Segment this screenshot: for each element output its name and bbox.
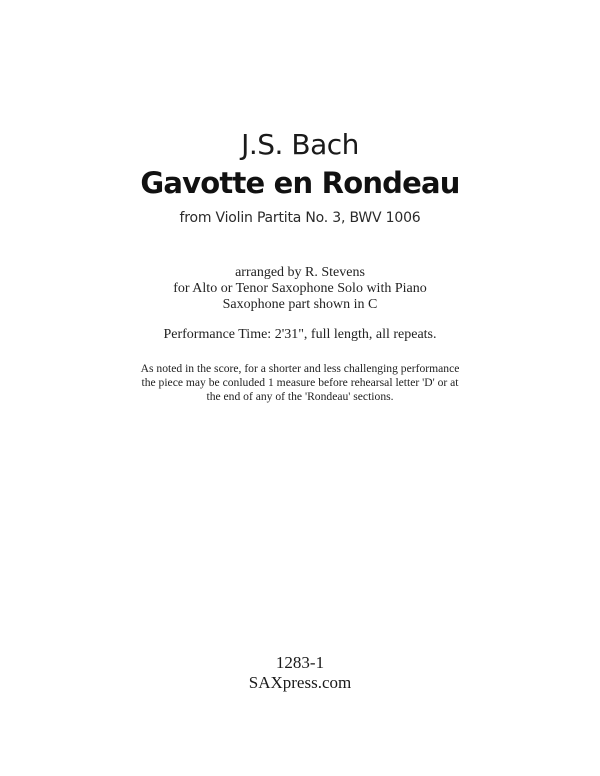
note-line: the piece may be conluded 1 measure before rehearsal letter 'D' or at bbox=[141, 376, 459, 389]
arranger-line: arranged by R. Stevens bbox=[235, 265, 365, 280]
instrumentation-line: for Alto or Tenor Saxophone Solo with Piano bbox=[173, 281, 427, 296]
catalog-number: 1283-1 bbox=[275, 653, 325, 672]
source-work: from Violin Partita No. 3, BWV 1006 bbox=[179, 210, 421, 226]
piece-title: Gavotte en Rondeau bbox=[140, 166, 460, 200]
performance-time: Performance Time: 2'31", full length, all repeats. bbox=[163, 327, 437, 342]
transposition-line: Saxophone part shown in C bbox=[222, 297, 378, 312]
composer-name: J.S. Bach bbox=[241, 128, 359, 161]
publisher: SAXpress.com bbox=[248, 673, 352, 692]
note-line: As noted in the score, for a shorter and less challenging performance bbox=[140, 362, 460, 375]
note-line: the end of any of the 'Rondeau' sections. bbox=[206, 390, 394, 403]
